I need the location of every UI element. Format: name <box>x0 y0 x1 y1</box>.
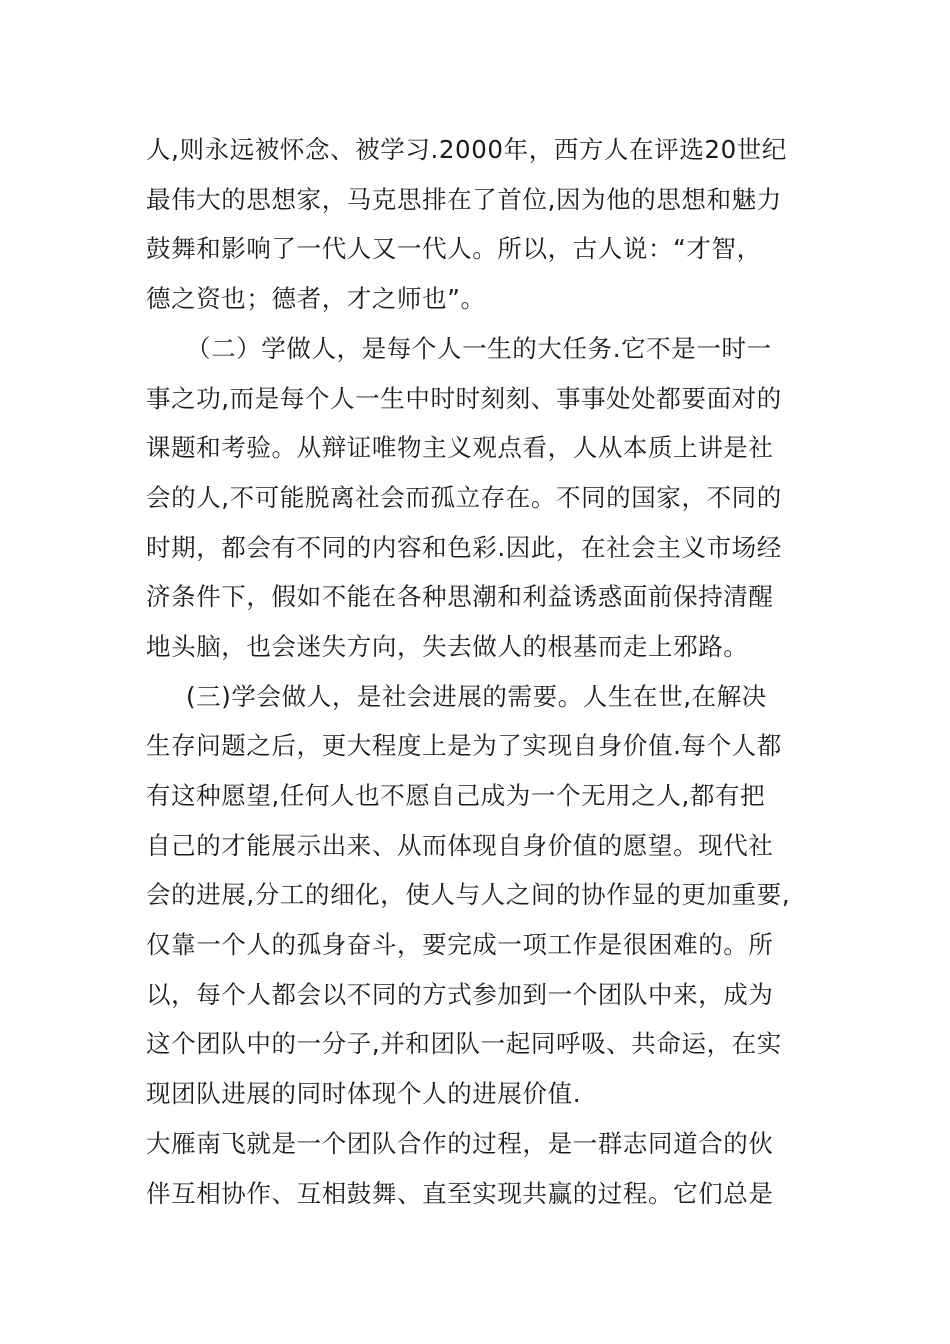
text-line: 有这种愿望,任何人也不愿自己成为一个无用之人,都有把 <box>146 781 766 810</box>
text-line: 济条件下，假如不能在各种思潮和利益诱惑面前保持清醒 <box>146 582 774 611</box>
text-line: 人,则永远被怀念、被学习.2000年，西方人在评选20世纪 <box>146 135 787 164</box>
text-line: 仅靠一个人的孤身奋斗，要完成一项工作是很困难的。所 <box>146 930 774 959</box>
text-line: 时期，都会有不同的内容和色彩.因此，在社会主义市场经 <box>146 533 782 562</box>
text-line: 最伟大的思想家，马克思排在了首位,因为他的思想和魅力 <box>146 185 782 214</box>
paragraph-start-line: 大雁南飞就是一个团队合作的过程，是一群志同道合的伙 <box>146 1129 774 1158</box>
text-line: 鼓舞和影响了一代人又一代人。所以，古人说：“才智， <box>146 234 762 263</box>
text-line: 会的进展,分工的细化，使人与人之间的协作显的更加重要, <box>146 880 791 909</box>
text-line: 德之资也；德者，才之师也”。 <box>146 284 486 313</box>
text-line: 地头脑，也会迷失方向，失去做人的根基而走上邪路。 <box>146 632 749 661</box>
text-line: 这个团队中的一分子,并和团队一起同呼吸、共命运，在实 <box>146 1029 782 1058</box>
text-line: 课题和考验。从辩证唯物主义观点看，人从本质上讲是社 <box>146 433 774 462</box>
text-line: 事之功,而是每个人一生中时时刻刻、事事处处都要面对的 <box>146 384 782 413</box>
paragraph-start-line: (三)学会做人，是社会进展的需要。人生在世,在解决 <box>186 682 767 711</box>
text-line: 自己的才能展示出来、从而体现自身价值的愿望。现代社 <box>146 831 774 860</box>
text-line: 会的人,不可能脱离社会而孤立存在。不同的国家，不同的 <box>146 483 782 512</box>
text-line: 现团队进展的同时体现个人的进展价值. <box>146 1079 582 1108</box>
text-line: 伴互相协作、互相鼓舞、直至实现共赢的过程。它们总是 <box>146 1179 774 1208</box>
paragraph-start-line: （二）学做人，是每个人一生的大任务.它不是一时一 <box>186 334 772 363</box>
text-line: 生存问题之后，更大程度上是为了实现自身价值.每个人都 <box>146 731 782 760</box>
text-line: 以，每个人都会以不同的方式参加到一个团队中来，成为 <box>146 980 774 1009</box>
